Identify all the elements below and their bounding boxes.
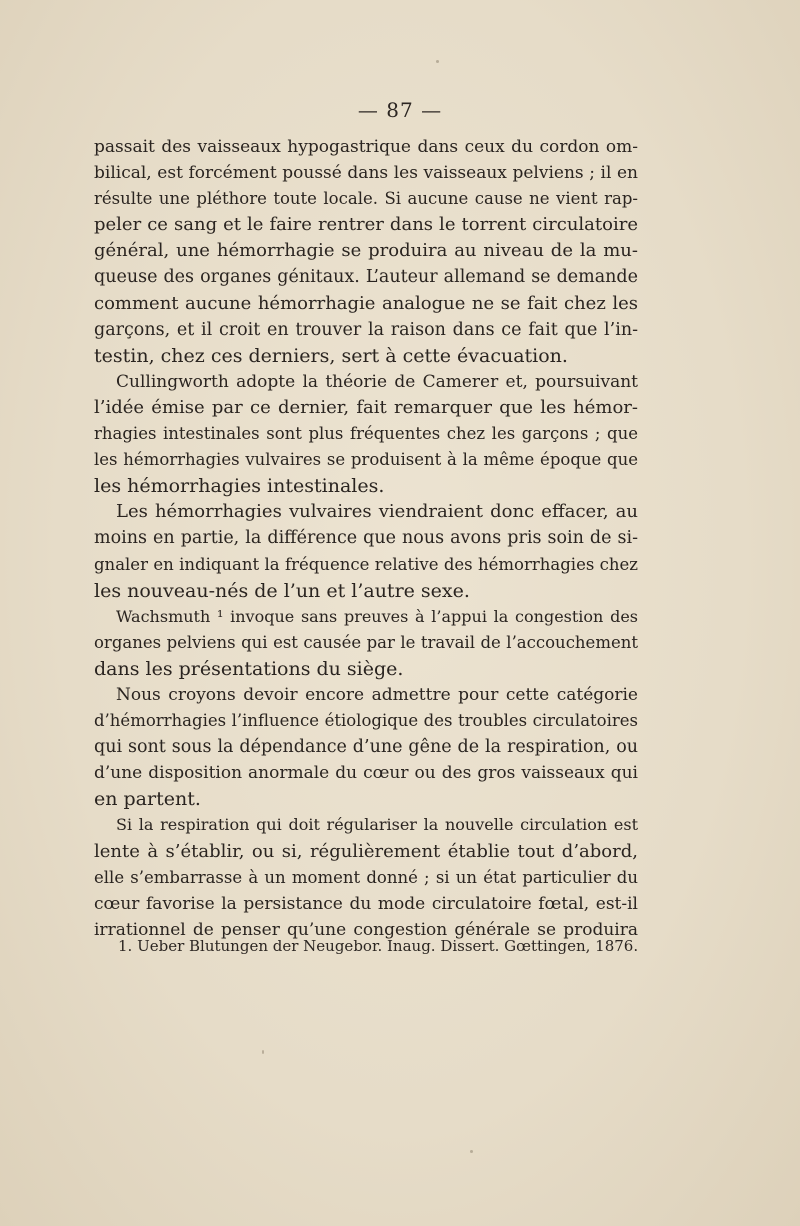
- text-line: Cullingworth adopte la théorie de Camerer et, poursuivant: [116, 371, 638, 392]
- text-line: queuse des organes génitaux. L’auteur allemand se demande: [94, 267, 638, 288]
- text-line: les hémorrhagies vulvaires se produisent à la même époque que: [94, 450, 638, 470]
- text-line: d’une disposition anormale du cœur ou des gros vaisseaux qui: [94, 763, 638, 784]
- text-line: Les hémorrhagies vulvaires viendraient donc effacer, au: [116, 501, 638, 523]
- text-line: gnaler en indiquant la fréquence relative des hémorrhagies chez: [94, 554, 638, 574]
- text-line: l’idée émise par ce dernier, fait remarquer que les hémor-: [94, 396, 638, 418]
- text-line: cœur favorise la persistance du mode circulatoire fœtal, est-il: [94, 893, 638, 914]
- text-line: Nous croyons devoir encore admettre pour cette catégorie: [116, 684, 638, 705]
- text-line: moins en partie, la différence que nous avons pris soin de si-: [94, 528, 638, 549]
- text-line: testin, chez ces derniers, sert à cette évacuation.: [94, 344, 568, 367]
- text-line: rhagies intestinales sont plus fréquentes chez les garçons ; que: [94, 424, 638, 444]
- text-line: résulte une pléthore toute locale. Si aucune cause ne vient rap-: [94, 189, 638, 209]
- text-line: Wachsmuth ¹ invoque sans preuves à l’appui la congestion des: [116, 606, 638, 626]
- text-line: passait des vaisseaux hypogastrique dans ceux du cordon om-: [94, 137, 638, 157]
- paper-speck: [436, 60, 439, 63]
- text-line: en partent.: [94, 788, 201, 811]
- text-line: garçons, et il croit en trouver la raison dans ce fait que l’in-: [94, 319, 638, 340]
- text-line: les hémorrhagies intestinales.: [94, 475, 385, 498]
- text-line: bilical, est forcément poussé dans les vaisseaux pelviens ; il en: [94, 163, 638, 184]
- text-line: lente à s’établir, ou si, régulièrement établie tout d’abord,: [94, 840, 638, 862]
- body-text: [94, 134, 638, 943]
- paper-speck: [262, 1050, 264, 1054]
- text-line: qui sont sous la dépendance d’une gêne de la respiration, ou: [94, 737, 638, 758]
- page-number: — 87 —: [357, 98, 443, 122]
- text-line: comment aucune hémorrhagie analogue ne se fait chez les: [94, 292, 638, 314]
- text-line: dans les présentations du siège.: [94, 657, 404, 680]
- text-line: irrationnel de penser qu’une congestion générale se produira: [94, 919, 638, 940]
- text-line: organes pelviens qui est causée par le travail de l’accouchement: [94, 632, 638, 652]
- text-line: elle s’embarrasse à un moment donné ; si un état particulier du: [94, 867, 638, 887]
- text-line: peler ce sang et le faire rentrer dans le torrent circulatoire: [94, 214, 638, 236]
- text-line: général, une hémorrhagie se produira au niveau de la mu-: [94, 240, 638, 262]
- text-line: les nouveau-nés de l’un et l’autre sexe.: [94, 579, 470, 602]
- paper-speck: [470, 1150, 473, 1153]
- footnote: 1. Ueber Blutungen der Neugebor. Inaug. Dissert. Gœttingen, 1876.: [118, 937, 639, 955]
- text-line: Si la respiration qui doit régulariser la nouvelle circulation est: [116, 815, 638, 835]
- text-line: d’hémorrhagies l’influence étiologique des troubles circulatoires: [94, 711, 638, 731]
